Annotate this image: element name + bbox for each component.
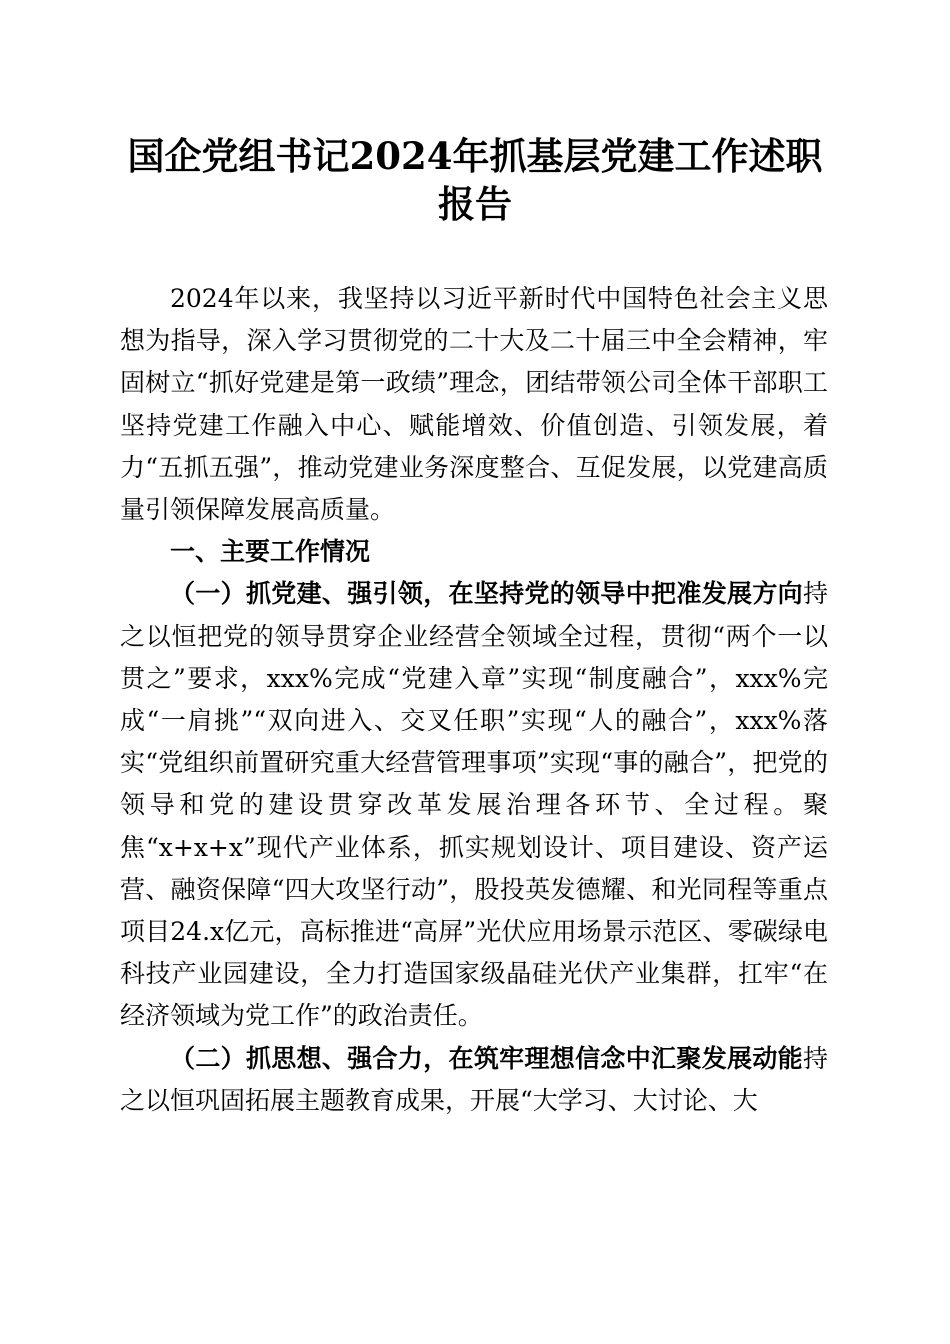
document-title: 国企党组书记2024年抓基层党建工作述职报告 [127, 134, 823, 226]
item-heading-1: （一）抓党建、强引领，在坚持党的领导中把准发展方向 [170, 579, 803, 609]
intro-paragraph: 2024年以来，我坚持以习近平新时代中国特色社会主义思想为指导，深入学习贯彻党的二十大及二十届三中全会精神，牢固树立“抓好党建是第一政绩”理念，团结带领公司全体干部职工坚持党建工作融入中心、赋能增效、价值创造、引领发展，着力“五抓五强”，推动党建业务深度整合、互促发展，以党建高质量引领保障发展高质量。 [120, 284, 828, 525]
item-text-2: 持之以恒巩固拓展主题教育成果，开展“大学习、大讨论、大 [120, 1043, 828, 1115]
item-paragraph-1 [120, 573, 828, 1037]
item-text-1: 持之以恒把党的领导贯穿企业经营全领域全过程，贯彻“两个一以贯之”要求，xxx%完成“党建入章”实现“制度融合”，xxx%完成“一肩挑”“双向进入、交叉任职”实现“人的融合”，xxx%落实“党组织前置研究重大经营管理事项”实现“事的融合”，把党的领导和党的建设贯穿改革发展治理各环节、全过程。聚焦“x+x+x”现代产业体系，抓实规划设计、项目建设、资产运营、融资保障“四大攻坚行动”，股投英发德耀、和光同程等重点项目24.x亿元，高标推进“高屏”光伏应用场景示范区、零碳绿电科技产业园建设，全力打造国家级晶硅光伏产业集群，扛牢“在经济领域为党工作”的政治责任。 [120, 579, 828, 1031]
document-body [120, 278, 828, 1122]
item-heading-2: （二）抓思想、强合力，在筑牢理想信念中汇聚发展动能 [170, 1043, 803, 1073]
item-paragraph-2 [120, 1038, 828, 1122]
section-heading: 一、主要工作情况 [170, 537, 371, 567]
